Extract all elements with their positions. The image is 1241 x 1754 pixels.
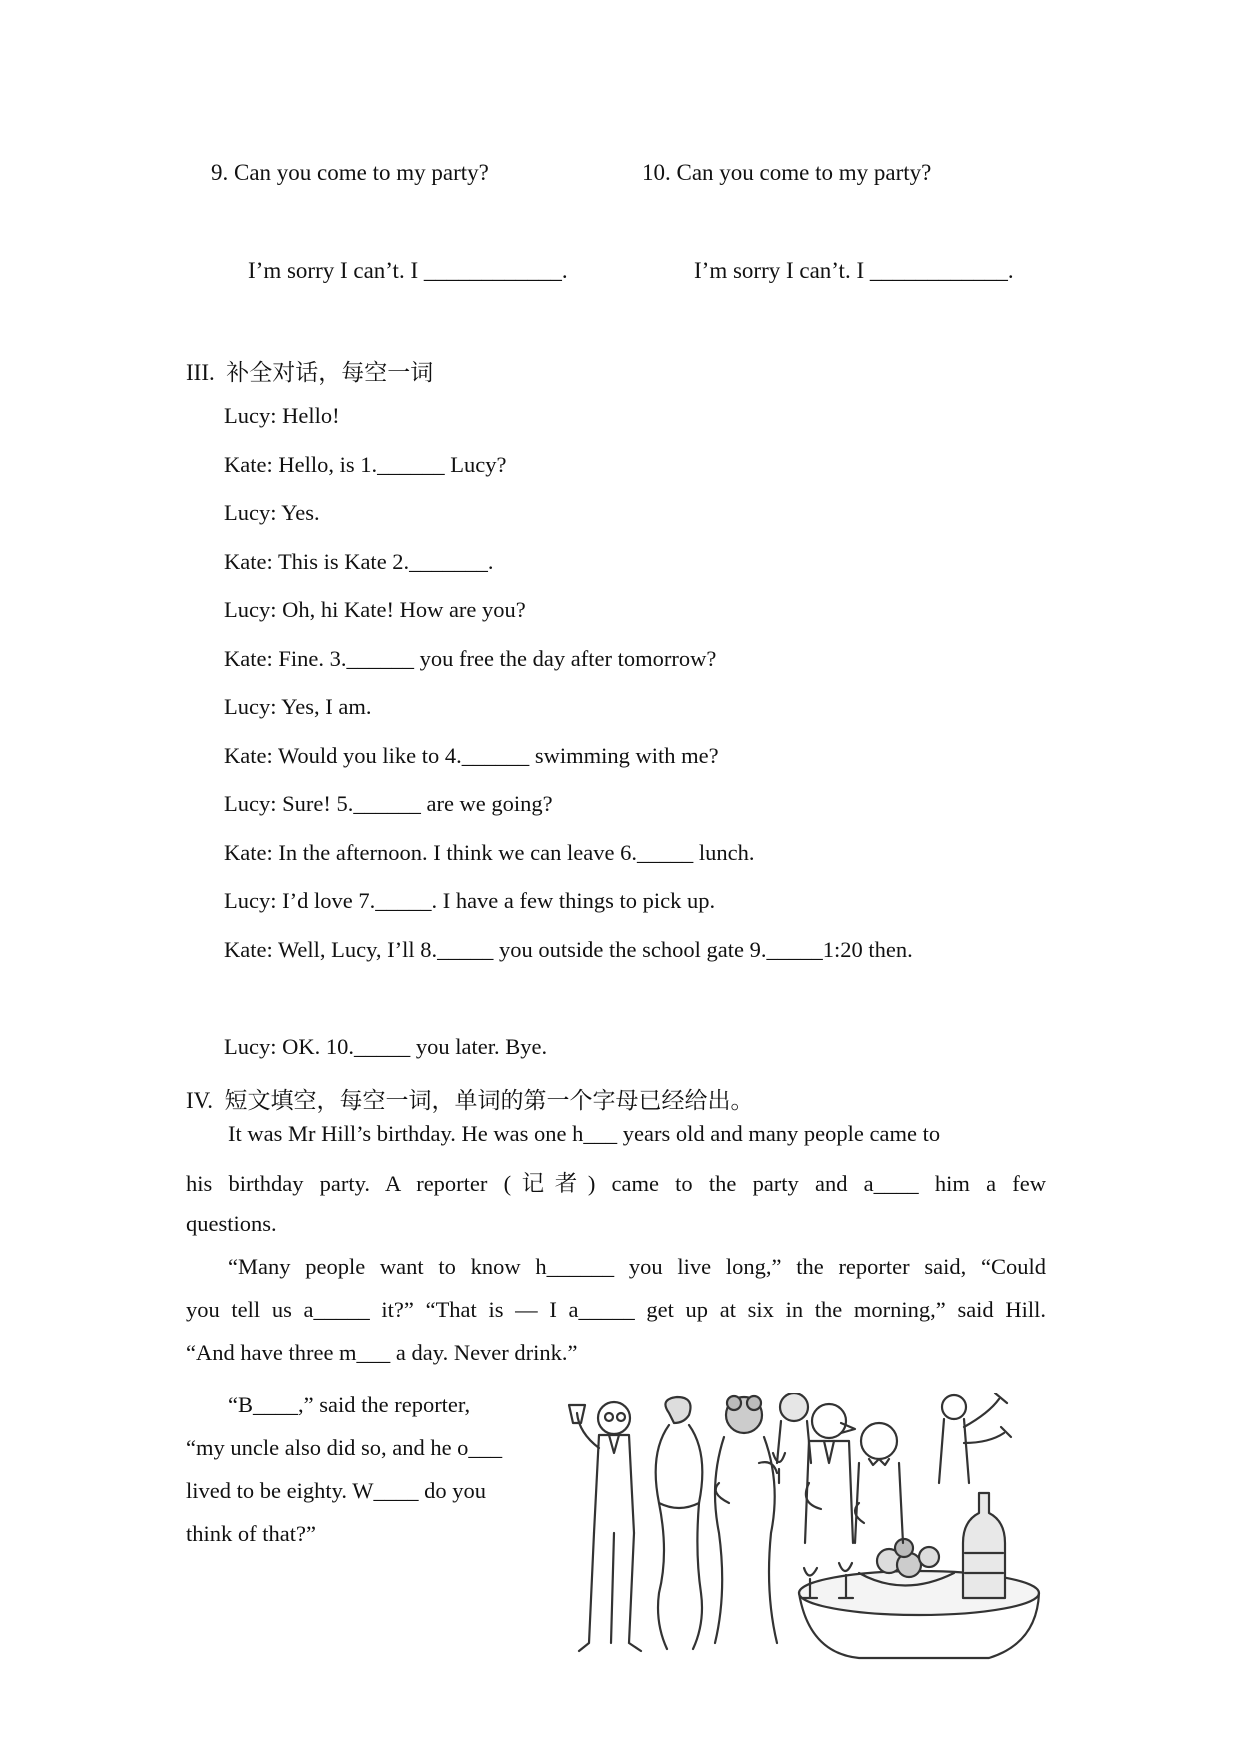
answer-10: I’m sorry I can’t. I ____________. <box>694 258 1014 283</box>
dialogue-line: Lucy: Oh, hi Kate! How are you? <box>224 597 526 622</box>
passage-line: questions. <box>186 1211 277 1236</box>
question-9: 9. Can you come to my party? <box>211 160 489 185</box>
passage-line: his birthday party. A reporter (记者) came to the party and a____ him a few <box>186 1171 1046 1196</box>
passage-line: “B____,” said the reporter, <box>228 1392 471 1417</box>
passage-line: “And have three m___ a day. Never drink.” <box>186 1340 578 1365</box>
passage-line <box>228 1121 1046 1147</box>
passage-line: lived to be eighty. W____ do you <box>186 1478 486 1503</box>
dialogue-line: Kate: Hello, is 1.______ Lucy? <box>224 452 507 477</box>
dialogue-line: Kate: Fine. 3.______ you free the day after tomorrow? <box>224 646 717 671</box>
party-people-drawing-icon <box>559 1393 1047 1663</box>
dialogue-line: Lucy: I’d love 7._____. I have a few things to pick up. <box>224 888 716 913</box>
dialogue-line: Lucy: Yes. <box>224 500 320 525</box>
dialogue-line: Kate: In the afternoon. I think we can leave 6._____ lunch. <box>224 840 755 865</box>
question-10: 10. Can you come to my party? <box>642 160 932 185</box>
dialogue-line: Lucy: OK. 10._____ you later. Bye. <box>224 1034 548 1059</box>
passage-line: you tell us a_____ it?” “That is — I a_____ get up at six in the morning,” said Hill. <box>186 1297 1046 1322</box>
dialogue-line: Kate: Well, Lucy, I’ll 8._____ you outside the school gate 9._____1:20 then. <box>224 937 913 962</box>
passage-text: It was Mr Hill’s birthday. He was one h___ years old and many people came to <box>228 1121 941 1146</box>
passage-line: “Many people want to know h______ you live long,” the reporter said, “Could <box>228 1254 1046 1279</box>
section3-heading: III. 补全对话，每空一词 <box>186 360 434 385</box>
passage-line: think of that?” <box>186 1521 316 1546</box>
passage-line: “my uncle also did so, and he o___ <box>186 1435 503 1460</box>
answer-9: I’m sorry I can’t. I ____________. <box>248 258 568 283</box>
dialogue-line: Kate: Would you like to 4.______ swimming with me? <box>224 743 719 768</box>
dialogue-line: Lucy: Yes, I am. <box>224 694 372 719</box>
dialogue-line: Kate: This is Kate 2._______. <box>224 549 494 574</box>
section4-heading: IV. 短文填空，每空一词，单词的第一个字母已经给出。 <box>186 1088 754 1113</box>
dialogue-line: Lucy: Hello! <box>224 403 340 428</box>
passage-narrow-block <box>186 1383 540 1555</box>
dialogue-line: Lucy: Sure! 5.______ are we going? <box>224 791 553 816</box>
